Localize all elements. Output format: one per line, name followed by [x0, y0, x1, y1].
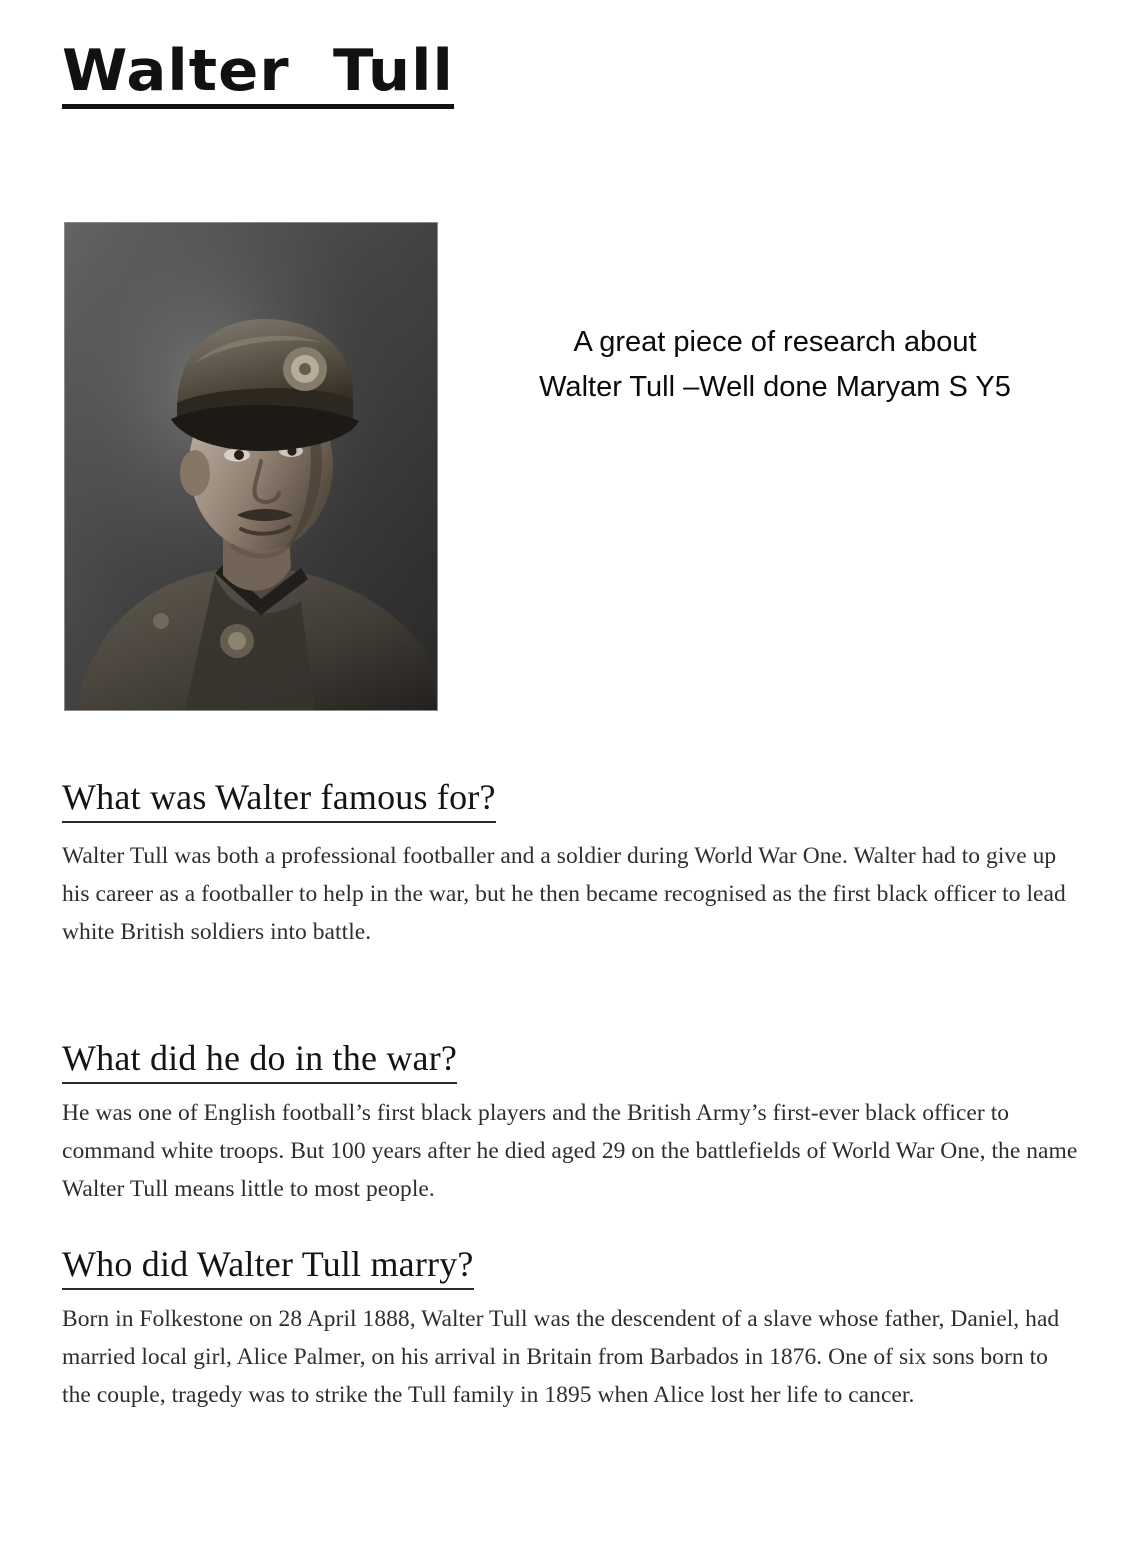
- portrait-figure: [64, 222, 438, 711]
- section-heading: What was Walter famous for?: [62, 776, 496, 823]
- praise-line-2: Walter Tull –Well done Maryam S Y5: [539, 370, 1011, 403]
- page-title: Walter Tull: [62, 42, 454, 109]
- portrait-photo-icon: [65, 223, 437, 710]
- section-body: Walter Tull was both a professional footballer and a soldier during World War One. Walter had to give up his career as a footballer to help in the war, but he then became recognised as the first black officer to lead white British soldiers into battle.: [62, 843, 1066, 946]
- section-heading: Who did Walter Tull marry?: [62, 1243, 474, 1290]
- section-who-did-walter-tull-marry: [62, 1243, 1080, 1414]
- praise-line-1: A great piece of research about: [573, 326, 977, 358]
- section-body: He was one of English football’s first black players and the British Army’s first-ever black officer to command white troops. But 100 years after he died aged 29 on the battlefields of World War One, the name Walter Tull means little to most people.: [62, 1100, 1078, 1203]
- section-body: Born in Folkestone on 28 April 1888, Walter Tull was the descendent of a slave whose father, Daniel, had married local girl, Alice Palmer, on his arrival in Britain from Barbados in 1876. One of six sons born to the couple, tragedy was to strike the Tull family in 1895 when Alice lost her life to cancer.: [62, 1306, 1060, 1409]
- teacher-praise-note: [455, 320, 1095, 410]
- section-heading: What did he do in the war?: [62, 1037, 457, 1084]
- section-what-was-walter-famous-for: [62, 776, 1080, 951]
- section-what-did-he-do-in-the-war: [62, 1037, 1080, 1208]
